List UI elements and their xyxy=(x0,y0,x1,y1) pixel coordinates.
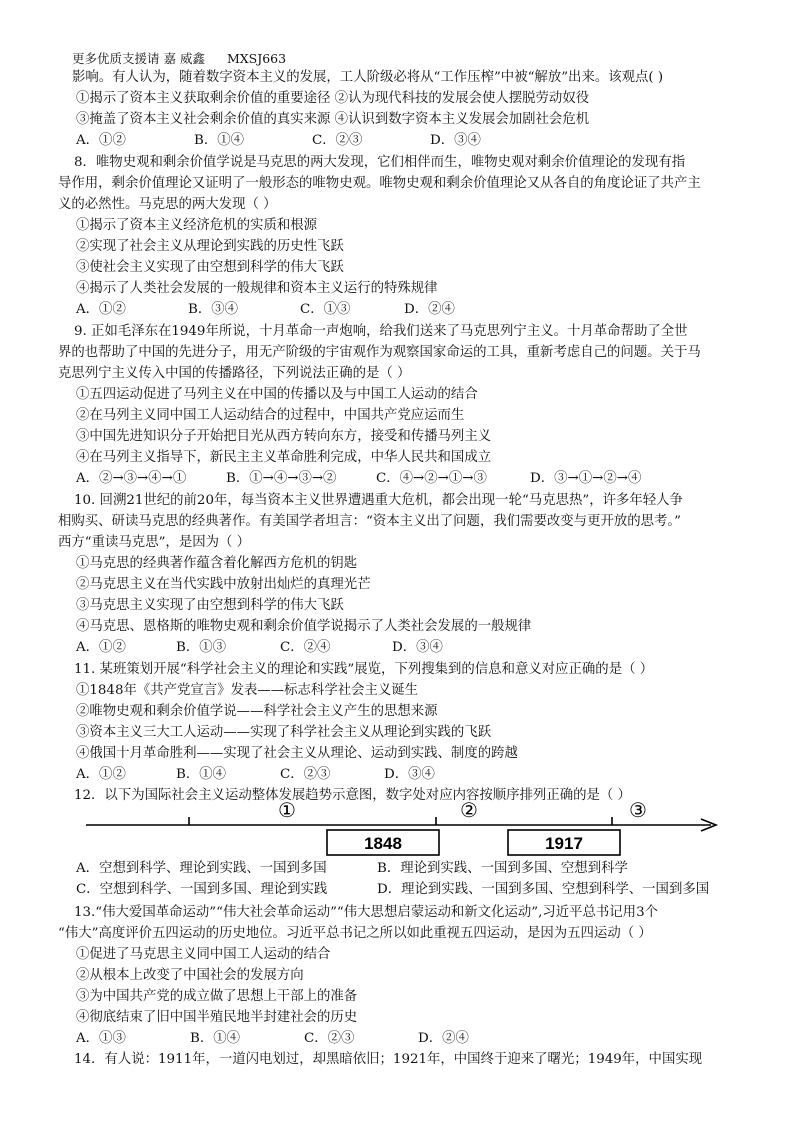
q13-statement-4: ④彻底结束了旧中国半殖民地半封建社会的历史 xyxy=(76,1010,358,1025)
socialism-timeline-diagram xyxy=(86,798,726,858)
q13-option-a: A．①③ xyxy=(76,1031,126,1046)
q7-options xyxy=(76,131,481,151)
q9-stem-line-1: 9. 正如毛泽东在1949年所说，十月革命一声炮响，给我们送来了马克思列宁主义。十月革命帮助了全世 xyxy=(74,324,688,339)
timeline-year-1848: 1848 xyxy=(364,834,402,853)
q8-stem-line-1: 8．唯物史观和剩余价值学说是马克思的两大发现，它们相伴而生，唯物史观对剩余价值理论的发现有指 xyxy=(74,155,686,170)
q10-option-d: D．③④ xyxy=(392,640,443,655)
q12-stem: 12．以下为国际社会主义运动整体发展趋势示意图，数字处对应内容按顺序排列正确的是（ ） xyxy=(74,788,631,803)
q11-statement-3: ③资本主义三大工人运动——实现了科学社会主义从理论到实践的飞跃 xyxy=(76,725,492,740)
q9-statement-4: ④在马列主义指导下，新民主主义革命胜利完成，中华人民共和国成立 xyxy=(76,450,492,465)
q10-option-b: B．①③ xyxy=(176,640,227,655)
header-text: 更多优质支援请 嘉 威鑫 xyxy=(72,51,205,66)
q11-statement-1: ①1848年《共产党宣言》发表——标志科学社会主义诞生 xyxy=(76,683,419,698)
q8-stem-line-2: 导作用，剩余价值理论又证明了一般形态的唯物史观。唯物史观和剩余价值理论又从各自的角度论证了共产主 xyxy=(58,176,701,191)
q11-option-b: B．①④ xyxy=(176,767,227,782)
q7-statements-3-4: ③掩盖了资本主义社会剩余价值的真实来源 ④认识到数字资本主义发展会加剧社会危机 xyxy=(76,112,590,127)
q12-option-d: D．理论到实践、一国到多国、空想到科学、一国到多国 xyxy=(377,882,710,897)
q8-statement-3: ③使社会主义实现了由空想到科学的伟大飞跃 xyxy=(76,260,344,275)
q7-option-a: A．①② xyxy=(76,133,126,148)
q10-option-a: A．①② xyxy=(76,640,126,655)
q13-stem-line-1: 13.“伟大爱国革命运动”“伟大社会革命运动”“伟大思想启蒙运动和新文化运动”,习近平总书记用3个 xyxy=(74,905,658,920)
q10-statement-1: ①马克思的经典著作蕴含着化解西方危机的钥匙 xyxy=(76,556,358,571)
q11-stem: 11. 某班策划开展“科学社会主义的理论和实践”展览，下列搜集到的信息和意义对应正确的是（ ） xyxy=(74,662,654,677)
q14-stem-line-1: 14．有人说：1911年，一道闪电划过，却黑暗依旧；1921年，中国终于迎来了曙光；1949年，中国实现 xyxy=(74,1052,703,1067)
q8-option-a: A．①② xyxy=(76,302,126,317)
q9-option-a: A．②→③→④→① xyxy=(76,471,187,486)
q8-statement-1: ①揭示了资本主义经济危机的实质和根源 xyxy=(76,218,318,233)
q9-option-b: B．①→④→③→② xyxy=(226,471,337,486)
q9-option-c: C．④→②→①→③ xyxy=(376,471,487,486)
header-code: MXSJ663 xyxy=(226,51,287,66)
q9-statement-1: ①五四运动促进了马列主义在中国的传播以及与中国工人运动的结合 xyxy=(76,387,478,402)
q8-statement-2: ②实现了社会主义从理论到实践的历史性飞跃 xyxy=(76,239,344,254)
q8-stem-line-3: 义的必然性。马克思的两大发现（ ） xyxy=(58,197,277,212)
page-header xyxy=(72,49,286,69)
q9-statement-3: ③中国先进知识分子开始把目光从西方转向东方，接受和传播马列主义 xyxy=(76,429,492,444)
timeline-year-1917: 1917 xyxy=(545,834,583,853)
q8-option-c: C．①③ xyxy=(300,302,351,317)
q13-option-b: B．①④ xyxy=(190,1031,241,1046)
q13-option-d: D．②④ xyxy=(418,1031,469,1046)
timeline-marker-1: ① xyxy=(278,798,296,822)
q9-option-d: D．③→①→②→④ xyxy=(530,471,642,486)
q7-statements-1-2: ①揭示了资本主义获取剩余价值的重要途径 ②认为现代科技的发展会使人摆脱劳动奴役 xyxy=(76,91,590,106)
q11-option-d: D．③④ xyxy=(384,767,435,782)
q9-statement-2: ②在马列主义同中国工人运动结合的过程中，中国共产党应运而生 xyxy=(76,408,465,423)
q10-statement-4: ④马克思、恩格斯的唯物史观和剩余价值学说揭示了人类社会发展的一般规律 xyxy=(76,619,532,634)
q13-stem-line-2: “伟大”高度评价五四运动的历史地位。习近平总书记之所以如此重视五四运动，是因为五四运动（ ） xyxy=(58,926,652,941)
q12-option-a: A．空想到科学、理论到实践、一国到多国 xyxy=(76,861,327,876)
q10-statement-3: ③马克思主义实现了由空想到科学的伟大飞跃 xyxy=(76,598,344,613)
q11-options xyxy=(76,765,435,785)
q12-option-b: B．理论到实践、一国到多国、空想到科学 xyxy=(377,861,628,876)
q13-statement-1: ①促进了马克思主义同中国工人运动的结合 xyxy=(76,947,331,962)
q8-option-d: D．②④ xyxy=(404,302,455,317)
q10-option-c: C．②④ xyxy=(280,640,331,655)
q13-statement-2: ②从根本上改变了中国社会的发展方向 xyxy=(76,968,304,983)
q13-options xyxy=(76,1029,469,1049)
q13-option-c: C．②③ xyxy=(304,1031,355,1046)
q7-stem: 影响。有人认为，随着数字资本主义的发展，工人阶级必将从“工作压榨”中被“解放”出来。该观点( ) xyxy=(72,70,664,85)
q10-options xyxy=(76,638,443,658)
q7-option-b: B．①④ xyxy=(194,133,245,148)
timeline-marker-3: ③ xyxy=(629,798,647,822)
q10-stem-line-2: 相购买、研读马克思的经典著作。有美国学者坦言：“资本主义出了问题，我们需要改变与更开放的思考。” xyxy=(58,514,681,529)
q8-option-b: B．③④ xyxy=(188,302,239,317)
q10-stem-line-1: 10. 回溯21世纪的前20年，每当资本主义世界遭遇重大危机，都会出现一轮“马克思热”，许多年轻人争 xyxy=(74,493,683,508)
q10-statement-2: ②马克思主义在当代实践中放射出灿烂的真理光芒 xyxy=(76,577,371,592)
q11-option-c: C．②③ xyxy=(280,767,331,782)
q9-stem-line-2: 界的也帮助了中国的先进分子，用无产阶级的宇宙观作为观察国家命运的工具，重新考虑自己的问题。关于马 xyxy=(58,345,701,360)
q11-statement-4: ④俄国十月革命胜利——实现了社会主义从理论、运动到实践、制度的跨越 xyxy=(76,746,518,761)
q7-option-c: C．②③ xyxy=(312,133,363,148)
q11-statement-2: ②唯物史观和剩余价值学说——科学社会主义产生的思想来源 xyxy=(76,704,438,719)
q12-option-c: C．空想到科学、一国到多国、理论到实践 xyxy=(76,882,328,897)
q11-option-a: A．①② xyxy=(76,767,126,782)
q8-statement-4: ④揭示了人类社会发展的一般规律和资本主义运行的特殊规律 xyxy=(76,281,438,296)
q7-option-d: D．③④ xyxy=(430,133,481,148)
q13-statement-3: ③为中国共产党的成立做了思想上干部上的准备 xyxy=(76,989,358,1004)
q12-options-cd xyxy=(76,880,709,900)
q9-options xyxy=(76,469,641,489)
q9-stem-line-3: 克思列宁主义传入中国的传播路径，下列说法正确的是（ ） xyxy=(58,366,411,381)
timeline-marker-2: ② xyxy=(460,798,478,822)
q8-options xyxy=(76,300,455,320)
q12-options-ab xyxy=(76,859,628,879)
q10-stem-line-3: 西方“重读马克思”，是因为（ ） xyxy=(58,535,251,550)
